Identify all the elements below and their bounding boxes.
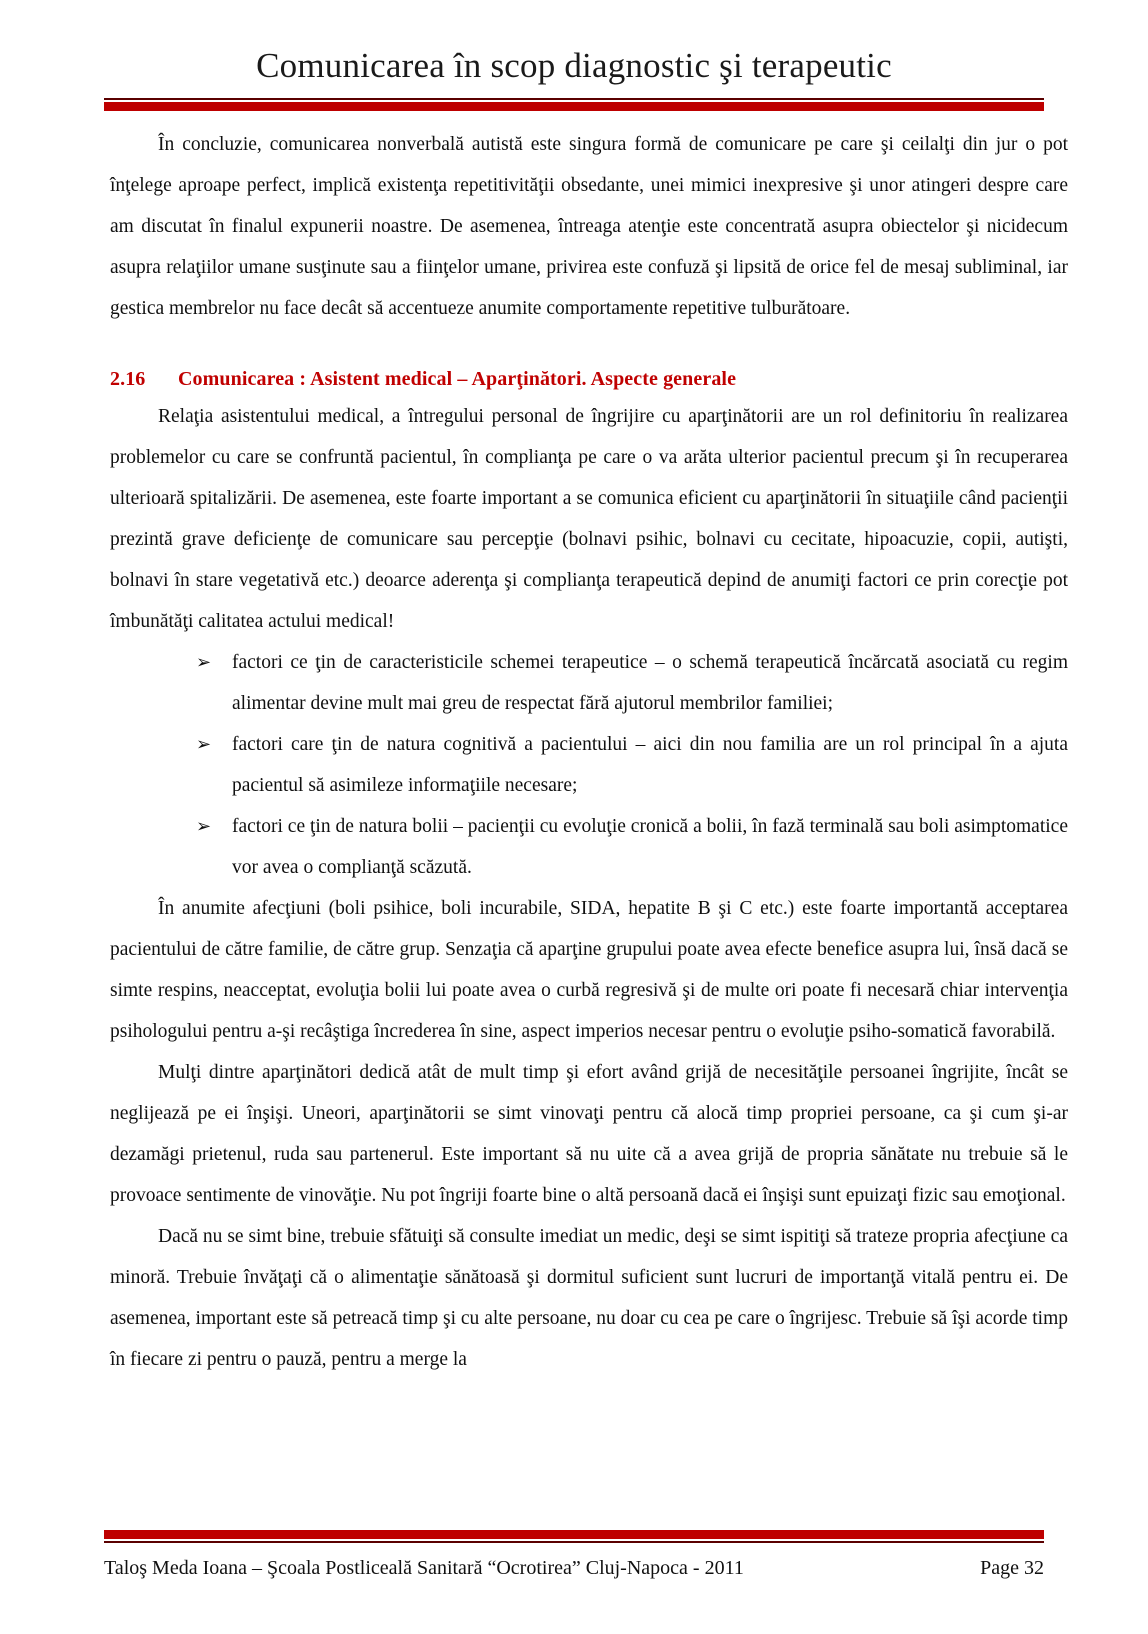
paragraph-multi-aparrtinatori: Mulţi dintre aparţinători dedică atât de mult timp şi efort având grijă de necesităţile persoanei îngrijite, încât se neglijează pe ei înşişi. Uneori, aparţinătorii se simt vinovaţi pentru că alocă timp propriei persoane, ca şi cum şi-ar dezamăgi prietenul, ruda sau partenerul. Este important să nu uite că a avea grijă de propria sănătate nu trebuie să le provoace sentimente de vinovăţie. Nu pot îngriji foarte bine o altă persoană dacă ei înşişi sunt epuizaţi fizic sau emoţional.: [110, 1062, 1068, 1206]
page-number: Page 32: [980, 1557, 1044, 1579]
header-rule: [104, 98, 1044, 111]
arrowhead-bullet-icon: ➢: [196, 816, 212, 837]
page-title: Comunicarea în scop diagnostic şi terapeutic: [256, 46, 892, 85]
list-item-text: factori care ţin de natura cognitivă a pacientului – aici din nou familia are un rol principal în a ajuta pacientul să asimileze informaţiile necesare;: [232, 734, 1068, 796]
spacer: [110, 329, 1068, 362]
header-rule-thick: [104, 102, 1044, 111]
footer-rule-thin: [104, 1541, 1044, 1543]
list-item-text: factori ce ţin de caracteristicile schemei terapeutice – o schemă terapeutică încărcată asociată cu regim alimentar devine mult mai greu de respectat fără ajutorul membrilor familiei;: [232, 652, 1068, 714]
list-item-text: factori ce ţin de natura bolii – pacienţii cu evoluţie cronică a bolii, în fază terminală sau boli asimptomatice vor avea o complianţă scăzută.: [232, 816, 1068, 878]
factor-list: [110, 642, 1068, 888]
page-footer: [0, 1530, 1148, 1634]
page-header: [0, 0, 1148, 111]
arrowhead-bullet-icon: ➢: [196, 734, 212, 755]
section-heading: [110, 362, 1068, 396]
paragraph-daca-nu-se-simt-bine: Dacă nu se simt bine, trebuie sfătuiţi să consulte imediat un medic, deşi se simt ispitiţi să trateze propria afecţiune ca minoră. Trebuie învăţaţi că o alimentaţie sănătoasă şi dormitul suficient sunt lucruri de importanţă vitală pentru ei. De asemenea, important este să petreacă timp şi cu alte persoane, nu doar cu cea pe care o îngrijesc. Trebuie să îşi acorde timp în fiecare zi pentru o pauză, pentru a merge la: [110, 1226, 1068, 1370]
footer-rule-thick: [104, 1530, 1044, 1539]
section-title: Comunicarea : Asistent medical – Aparţinători. Aspecte generale: [178, 368, 737, 390]
footer-rule: [104, 1530, 1044, 1543]
footer-row: [104, 1557, 1044, 1580]
arrowhead-bullet-icon: ➢: [196, 652, 212, 673]
section-number: 2.16: [110, 368, 146, 390]
paragraph-afectiuni: În anumite afecţiuni (boli psihice, boli incurabile, SIDA, hepatite B şi C etc.) este foarte importantă acceptarea pacientului de către familie, de către grup. Senzaţia că aparţine grupului poate avea efecte benefice asupra lui, însă dacă se simte respins, neacceptat, evoluţia bolii lui poate avea o curbă regresivă şi de multe ori poate fi necesară chiar intervenţia psihologului pentru a-şi recâştiga încrederea în sine, aspect imperios necesar pentru o evoluţie psiho-somatică favorabilă.: [110, 898, 1068, 1042]
list-item: [196, 642, 1068, 724]
paragraph-intro: În concluzie, comunicarea nonverbală autistă este singura formă de comunicare pe care şi ceilalţi din jur o pot înţelege aproape perfect, implică existenţa repetitivităţii obsedante, unei mimici inexpresive şi unor atingeri despre care am discutat în finalul expunerii noastre. De asemenea, întreaga atenţie este concentrată asupra obiectelor şi nicidecum asupra relaţiilor umane susţinute sau a fiinţelor umane, privirea este confuză şi lipsită de orice fel de mesaj subliminal, iar gestica membrelor nu face decât să accentueze anumite comportamente repetitive tulburătoare.: [110, 134, 1068, 319]
document-body: [110, 124, 1068, 1380]
paragraph-relatia: Relaţia asistentului medical, a întregului personal de îngrijire cu aparţinătorii are un rol definitoriu în realizarea problemelor cu care se confruntă pacientul, în complianţa pe care o va arăta ulterior pacientul precum şi în recuperarea ulterioară spitalizării. De asemenea, este foarte important a se comunica eficient cu aparţinătorii în situaţiile când pacienţii prezintă grave deficienţe de comunicare sau percepţie (bolnavi psihic, bolnavi cu cecitate, hipoacuzie, copii, autişti, bolnavi în stare vegetativă etc.) deoarce aderenţa şi complianţa terapeutică depind de anumiţi factori ce prin corecţie pot îmbunătăţi calitatea actului medical!: [110, 406, 1068, 632]
list-item: [196, 724, 1068, 806]
footer-attribution: Taloş Meda Ioana – Şcoala Postliceală Sanitară “Ocrotirea” Cluj-Napoca - 2011: [104, 1557, 744, 1579]
list-item: [196, 806, 1068, 888]
